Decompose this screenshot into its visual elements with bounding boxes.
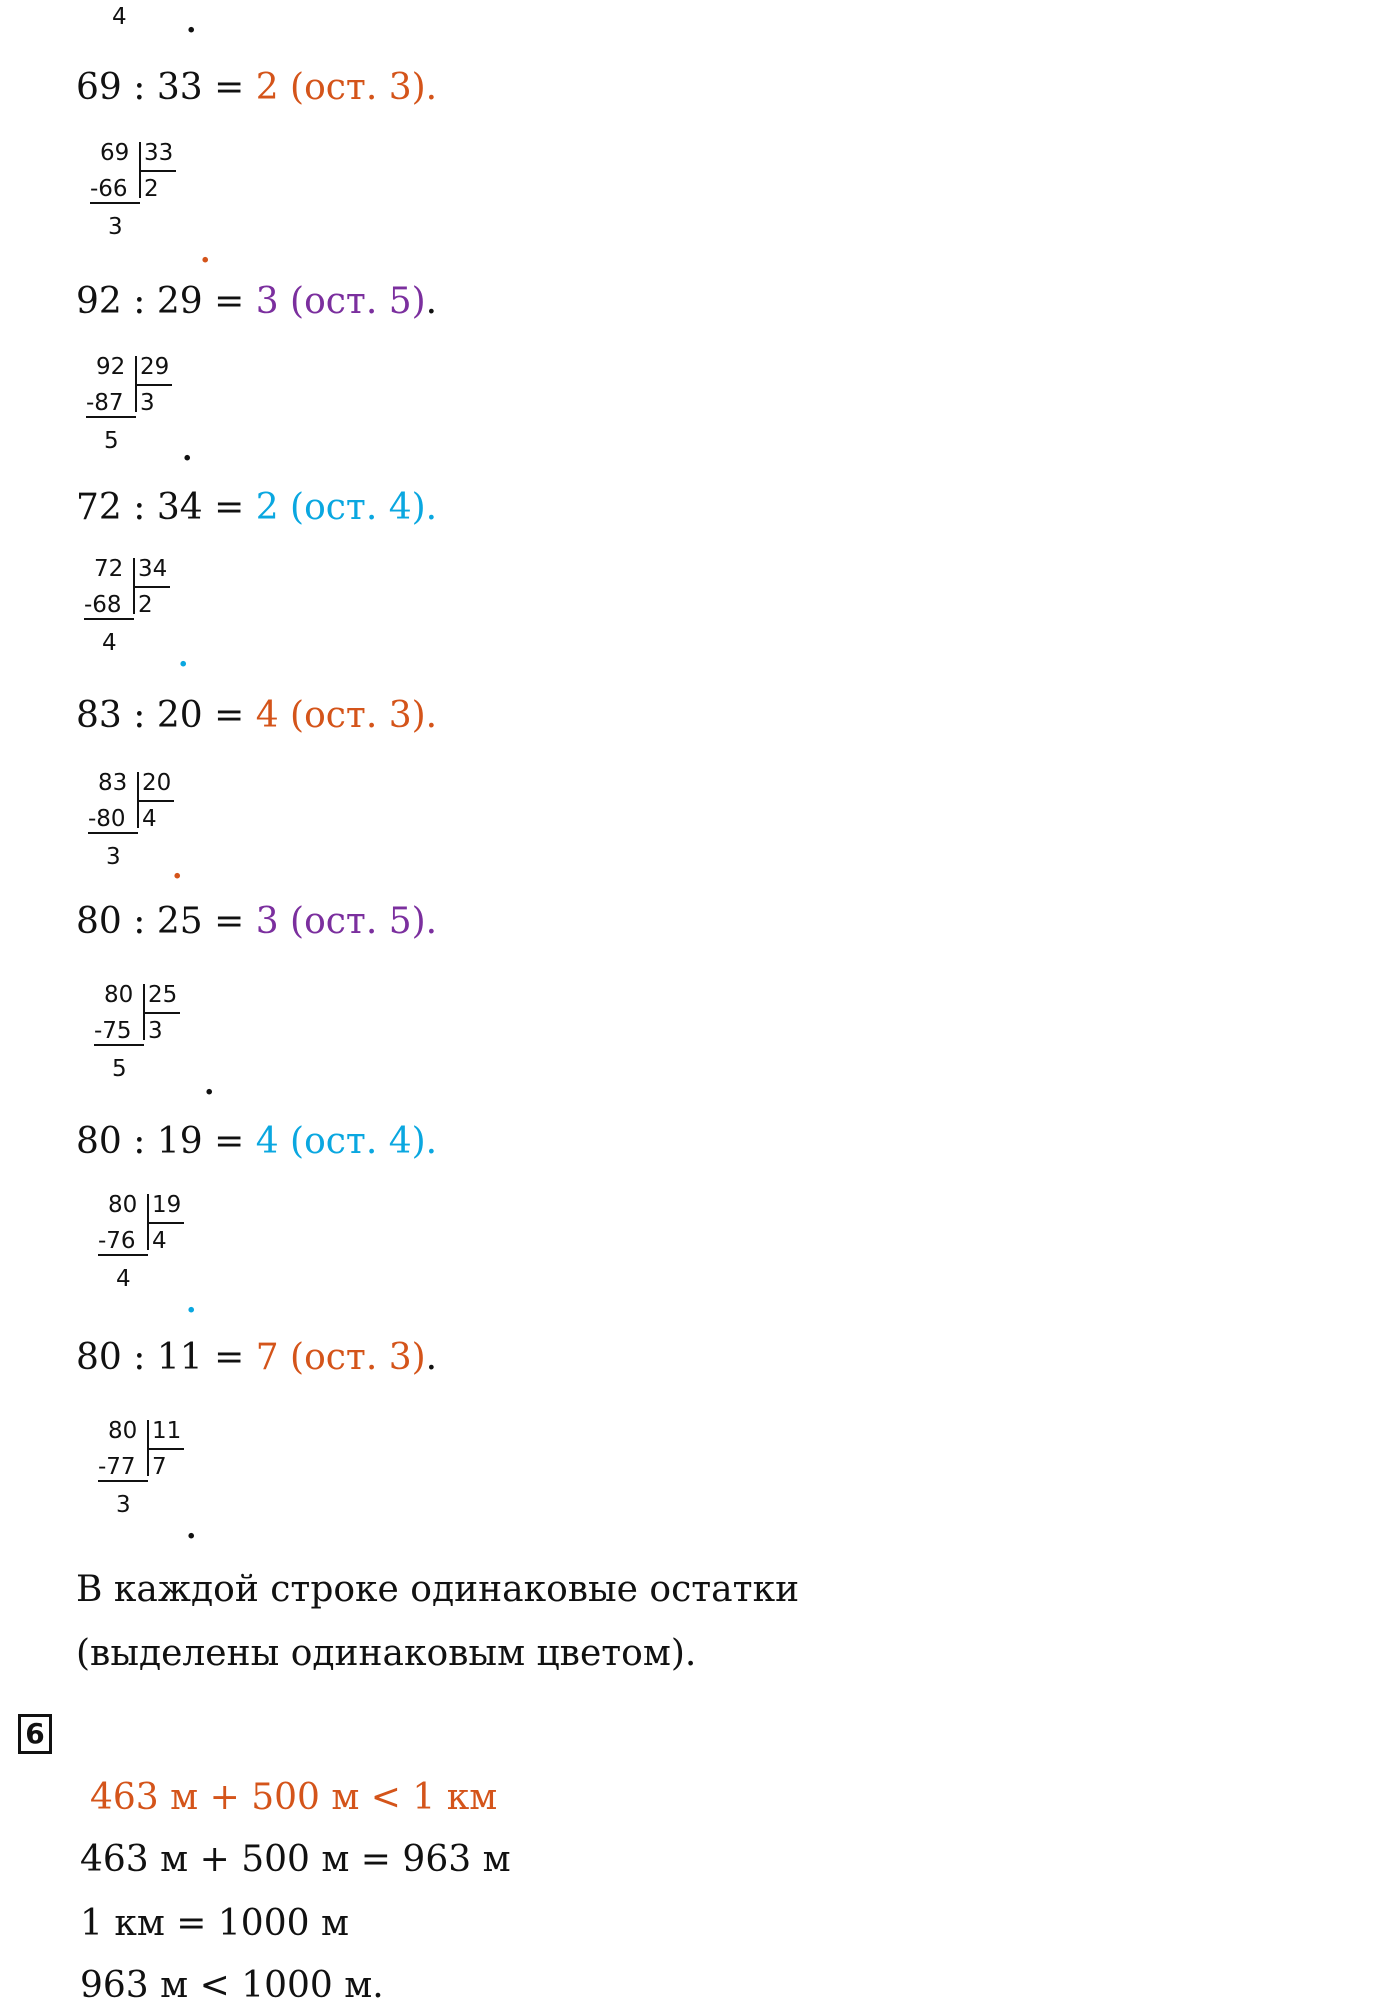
subtrahend: -80 (88, 806, 126, 832)
equation-result: 7 (ост. 3) (255, 1337, 426, 1378)
equation-6 (76, 1120, 437, 1164)
division-horizontal-line (136, 384, 172, 386)
division-horizontal-line (138, 800, 174, 802)
task6-line-1: 463 м + 500 м = 963 м (80, 1839, 511, 1880)
long-division-1 (88, 140, 228, 250)
division-horizontal-line (148, 1448, 184, 1450)
remainder: 3 (116, 1492, 131, 1518)
task-number-box: 6 (18, 1714, 52, 1754)
equation-result: 4 (ост. 3). (255, 695, 438, 736)
equation-result: 4 (ост. 4). (255, 1121, 438, 1162)
equation-lhs: 69 : 33 = (76, 67, 256, 108)
equation-result: 2 (ост. 4). (255, 487, 438, 528)
subtrahend: -87 (86, 390, 124, 416)
long-division-6 (96, 1192, 236, 1302)
subtraction-underline (86, 416, 136, 418)
quotient: 4 (152, 1228, 167, 1254)
long-division-7 (96, 1418, 236, 1528)
subtraction-underline (94, 1044, 144, 1046)
equation-tail: . (425, 281, 438, 322)
subtraction-underline (84, 618, 134, 620)
division-horizontal-line (140, 170, 176, 172)
task6-comparison: 463 м + 500 м < 1 км (90, 1777, 498, 1818)
equation-result: 3 (ост. 5). (255, 901, 438, 942)
dividend: 83 (98, 770, 128, 796)
division-horizontal-line (148, 1222, 184, 1224)
remainder: 5 (112, 1056, 127, 1082)
quotient: 7 (152, 1454, 167, 1480)
equation-2 (76, 280, 437, 324)
equation-7 (76, 1336, 437, 1380)
quotient: 2 (138, 592, 153, 618)
division-horizontal-line (134, 586, 170, 588)
subtrahend: -75 (94, 1018, 132, 1044)
quotient: 2 (144, 176, 159, 202)
dividend: 80 (108, 1418, 138, 1444)
dividend: 80 (104, 982, 134, 1008)
equation-lhs: 80 : 19 = (76, 1121, 256, 1162)
marker-dot: . (200, 235, 211, 270)
marker-dot: . (186, 1285, 197, 1320)
divisor: 25 (148, 982, 178, 1008)
remainder: 3 (108, 214, 123, 240)
divisor: 20 (142, 770, 172, 796)
division-horizontal-line (144, 1012, 180, 1014)
subtrahend: -68 (84, 592, 122, 618)
equation-1 (76, 66, 437, 110)
quotient: 3 (148, 1018, 163, 1044)
subtrahend: -66 (90, 176, 128, 202)
remainder: 4 (116, 1266, 131, 1292)
subtrahend: -77 (98, 1454, 136, 1480)
long-division-4 (86, 770, 226, 880)
equation-lhs: 80 : 25 = (76, 901, 256, 942)
marker-dot: . (182, 433, 193, 468)
subtraction-underline (88, 832, 138, 834)
remainder: 3 (106, 844, 121, 870)
long-division-3 (82, 556, 222, 666)
dividend: 92 (96, 354, 126, 380)
equation-5 (76, 900, 437, 944)
remainder: 5 (104, 428, 119, 454)
divisor: 11 (152, 1418, 182, 1444)
equation-tail: . (425, 67, 438, 108)
equation-4 (76, 694, 437, 738)
divisor: 19 (152, 1192, 182, 1218)
subtraction-underline (90, 202, 140, 204)
task6-line-2: 1 км = 1000 м (80, 1903, 349, 1944)
equation-lhs: 72 : 34 = (76, 487, 256, 528)
dividend: 72 (94, 556, 124, 582)
equation-result: 2 (ост. 3) (255, 67, 426, 108)
top-fragment-digit: 4 (112, 4, 127, 30)
dividend: 80 (108, 1192, 138, 1218)
equation-tail: . (425, 1337, 438, 1378)
top-fragment-dot: . (186, 5, 197, 40)
divisor: 33 (144, 140, 174, 166)
subtraction-underline (98, 1480, 148, 1482)
conclusion-line-1: В каждой строке одинаковые остатки (76, 1569, 800, 1610)
marker-dot: . (204, 1067, 215, 1102)
equation-lhs: 92 : 29 = (76, 281, 256, 322)
conclusion-line-2: (выделены одинаковым цветом). (76, 1633, 697, 1674)
long-division-2 (84, 354, 224, 468)
marker-dot: . (178, 639, 189, 674)
equation-result: 3 (ост. 5) (255, 281, 426, 322)
equation-lhs: 80 : 11 = (76, 1337, 256, 1378)
equation-lhs: 83 : 20 = (76, 695, 256, 736)
equation-3 (76, 486, 437, 530)
task6-line-3: 963 м < 1000 м. (80, 1965, 384, 2006)
marker-dot: . (172, 851, 183, 886)
remainder: 4 (102, 630, 117, 656)
dividend: 69 (100, 140, 130, 166)
divisor: 29 (140, 354, 170, 380)
marker-dot: . (186, 1511, 197, 1546)
subtraction-underline (98, 1254, 148, 1256)
quotient: 3 (140, 390, 155, 416)
subtrahend: -76 (98, 1228, 136, 1254)
quotient: 4 (142, 806, 157, 832)
divisor: 34 (138, 556, 168, 582)
